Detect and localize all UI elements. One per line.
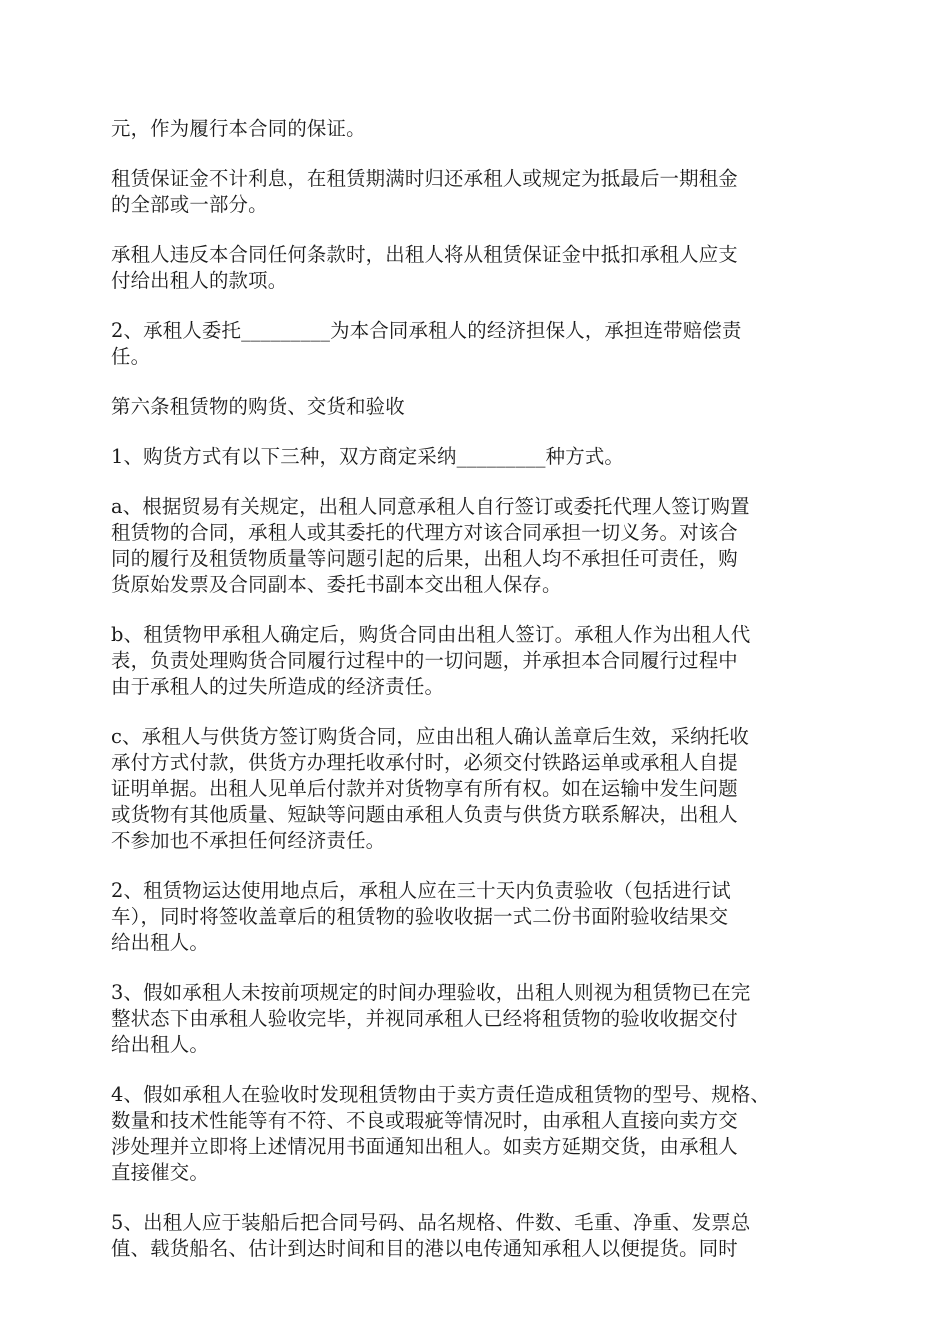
text-line: 证明单据。出租人见单后付款并对货物享有所有权。如在运输中发生问题	[111, 777, 738, 800]
text-line: 不参加也不承担任何经济责任。	[111, 829, 386, 852]
text-line: c、承租人与供货方签订购货合同，应由出租人确认盖章后生效，采纳托收	[111, 725, 749, 748]
paragraph	[111, 166, 843, 218]
text-line: 1、购货方式有以下三种，双方商定采纳_________种方式。	[111, 445, 624, 468]
paragraph	[111, 444, 843, 470]
text-line: 任。	[111, 345, 151, 368]
paragraph	[111, 394, 843, 420]
text-line: 值、载货船名、估计到达时间和目的港以电传通知承租人以便提货。同时	[111, 1237, 738, 1260]
text-line: 元，作为履行本合同的保证。	[111, 117, 366, 140]
text-line: 的全部或一部分。	[111, 193, 268, 216]
text-line: 给出租人。	[111, 931, 209, 954]
text-line: 涉处理并立即将上述情况用书面通知出租人。如卖方延期交货，由承租人	[111, 1135, 738, 1158]
text-line: 货原始发票及合同副本、委托书副本交出租人保存。	[111, 573, 562, 596]
paragraph	[111, 980, 843, 1058]
text-line: 承租人违反本合同任何条款时，出租人将从租赁保证金中抵扣承租人应支	[111, 243, 738, 266]
text-line: 由于承租人的过失所造成的经济责任。	[111, 675, 445, 698]
text-line: 5、出租人应于装船后把合同号码、品名规格、件数、毛重、净重、发票总	[111, 1211, 751, 1234]
text-line: a、根据贸易有关规定，出租人同意承租人自行签订或委托代理人签订购置	[111, 495, 750, 518]
paragraph	[111, 318, 843, 370]
text-line: 整状态下由承租人验收完毕，并视同承租人已经将租赁物的验收收据交付	[111, 1007, 738, 1030]
paragraph	[111, 724, 843, 854]
text-line: 3、假如承租人未按前项规定的时间办理验收，出租人则视为租赁物已在完	[111, 981, 751, 1004]
text-line: 2、租赁物运达使用地点后，承租人应在三十天内负责验收（包括进行试	[111, 879, 731, 902]
paragraph	[111, 116, 843, 142]
paragraph	[111, 878, 843, 956]
text-line: 表，负责处理购货合同履行过程中的一切问题，并承担本合同履行过程中	[111, 649, 738, 672]
text-line: 给出租人。	[111, 1033, 209, 1056]
paragraph	[111, 622, 843, 700]
text-line: 租赁物的合同，承租人或其委托的代理方对该合同承担一切义务。对该合	[111, 521, 738, 544]
paragraph	[111, 242, 843, 294]
text-line: 同的履行及租赁物质量等问题引起的后果，出租人均不承担任可责任，购	[111, 547, 738, 570]
text-line: 第六条租赁物的购货、交货和验收	[111, 395, 405, 418]
document-page	[111, 116, 843, 1286]
text-line: 车），同时将签收盖章后的租赁物的验收收据一式二份书面附验收结果交	[111, 905, 729, 928]
text-line: 承付方式付款，供货方办理托收承付时，必须交付铁路运单或承租人自提	[111, 751, 738, 774]
text-line: 租赁保证金不计利息，在租赁期满时归还承租人或规定为抵最后一期租金	[111, 167, 738, 190]
text-line: b、租赁物甲承租人确定后，购货合同由出租人签订。承租人作为出租人代	[111, 623, 751, 646]
text-line: 4、假如承租人在验收时发现租赁物由于卖方责任造成租赁物的型号、规格、	[111, 1083, 771, 1106]
text-line: 数量和技术性能等有不符、不良或瑕疵等情况时，由承租人直接向卖方交	[111, 1109, 738, 1132]
paragraph	[111, 1082, 843, 1186]
text-line: 2、承租人委托_________为本合同承租人的经济担保人，承担连带赔偿责	[111, 319, 742, 342]
text-line: 或货物有其他质量、短缺等问题由承租人负责与供货方联系解决，出租人	[111, 803, 738, 826]
text-line: 付给出租人的款项。	[111, 269, 288, 292]
paragraph	[111, 1210, 843, 1262]
paragraph	[111, 494, 843, 598]
text-line: 直接催交。	[111, 1161, 209, 1184]
